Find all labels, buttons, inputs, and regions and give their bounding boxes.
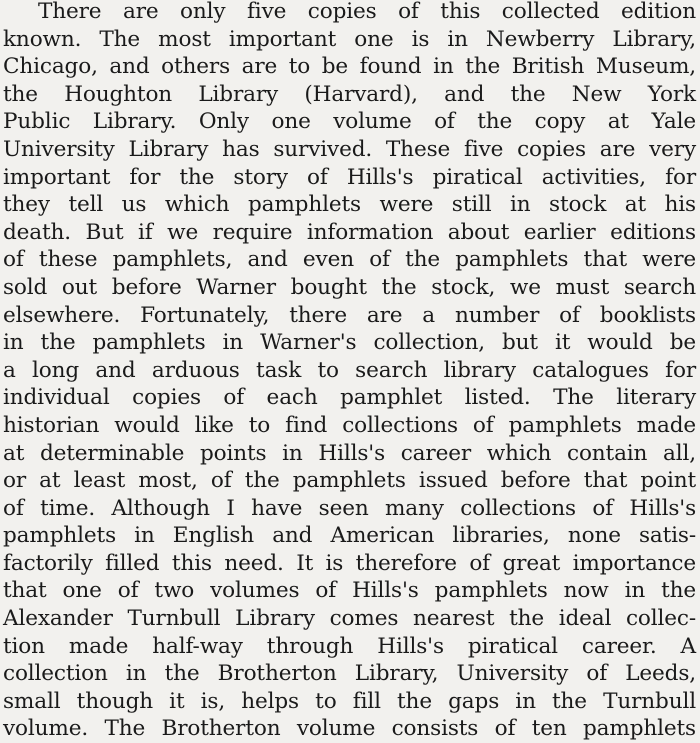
text-line: Chicago, and others are to be found in the British Museum, (3, 54, 696, 80)
text-line: of these pamphlets, and even of the pamphlets that were (3, 247, 696, 273)
text-line: sold out before Warner bought the stock, we must search (3, 274, 696, 300)
text-line: death. But if we require information about earlier editions (3, 219, 696, 245)
text-line: at determinable points in Hills's career which contain all, (3, 440, 696, 466)
text-line: important for the story of Hills's piratical activities, for (3, 164, 696, 190)
text-line: known. The most important one is in Newberry Library, (3, 26, 696, 52)
text-line: Public Library. Only one volume of the copy at Yale (3, 109, 696, 135)
text-line: of time. Although I have seen many collections of Hills's (3, 495, 696, 521)
text-line: small though it is, helps to fill the gaps in the Turnbull (3, 688, 696, 714)
text-line: There are only five copies of this collected edition (38, 0, 696, 24)
text-line: tion made half-way through Hills's piratical career. A (3, 633, 696, 659)
text-line: historian would like to find collections of pamphlets made (3, 412, 696, 438)
text-line: volume. The Brotherton volume consists of ten pamphlets (3, 716, 696, 742)
text-line: pamphlets in English and American libraries, none satis- (3, 523, 696, 549)
text-line: they tell us which pamphlets were still in stock at his (3, 192, 696, 218)
text-line: Alexander Turnbull Library comes nearest the ideal collec- (3, 606, 696, 632)
text-line: collection in the Brotherton Library, University of Leeds, (3, 661, 696, 687)
text-line: that one of two volumes of Hills's pamphlets now in the (3, 578, 696, 604)
text-line: University Library has survived. These five copies are very (3, 136, 696, 162)
text-line: the Houghton Library (Harvard), and the New York (3, 81, 696, 107)
text-line: a long and arduous task to search library catalogues for (3, 357, 696, 383)
text-line: or at least most, of the pamphlets issued before that point (3, 468, 696, 494)
text-line: individual copies of each pamphlet listed. The literary (3, 385, 696, 411)
text-line: in the pamphlets in Warner's collection, but it would be (3, 330, 696, 356)
text-line: factorily filled this need. It is therefore of great importance (3, 550, 696, 576)
text-line: elsewhere. Fortunately, there are a number of booklists (3, 302, 696, 328)
